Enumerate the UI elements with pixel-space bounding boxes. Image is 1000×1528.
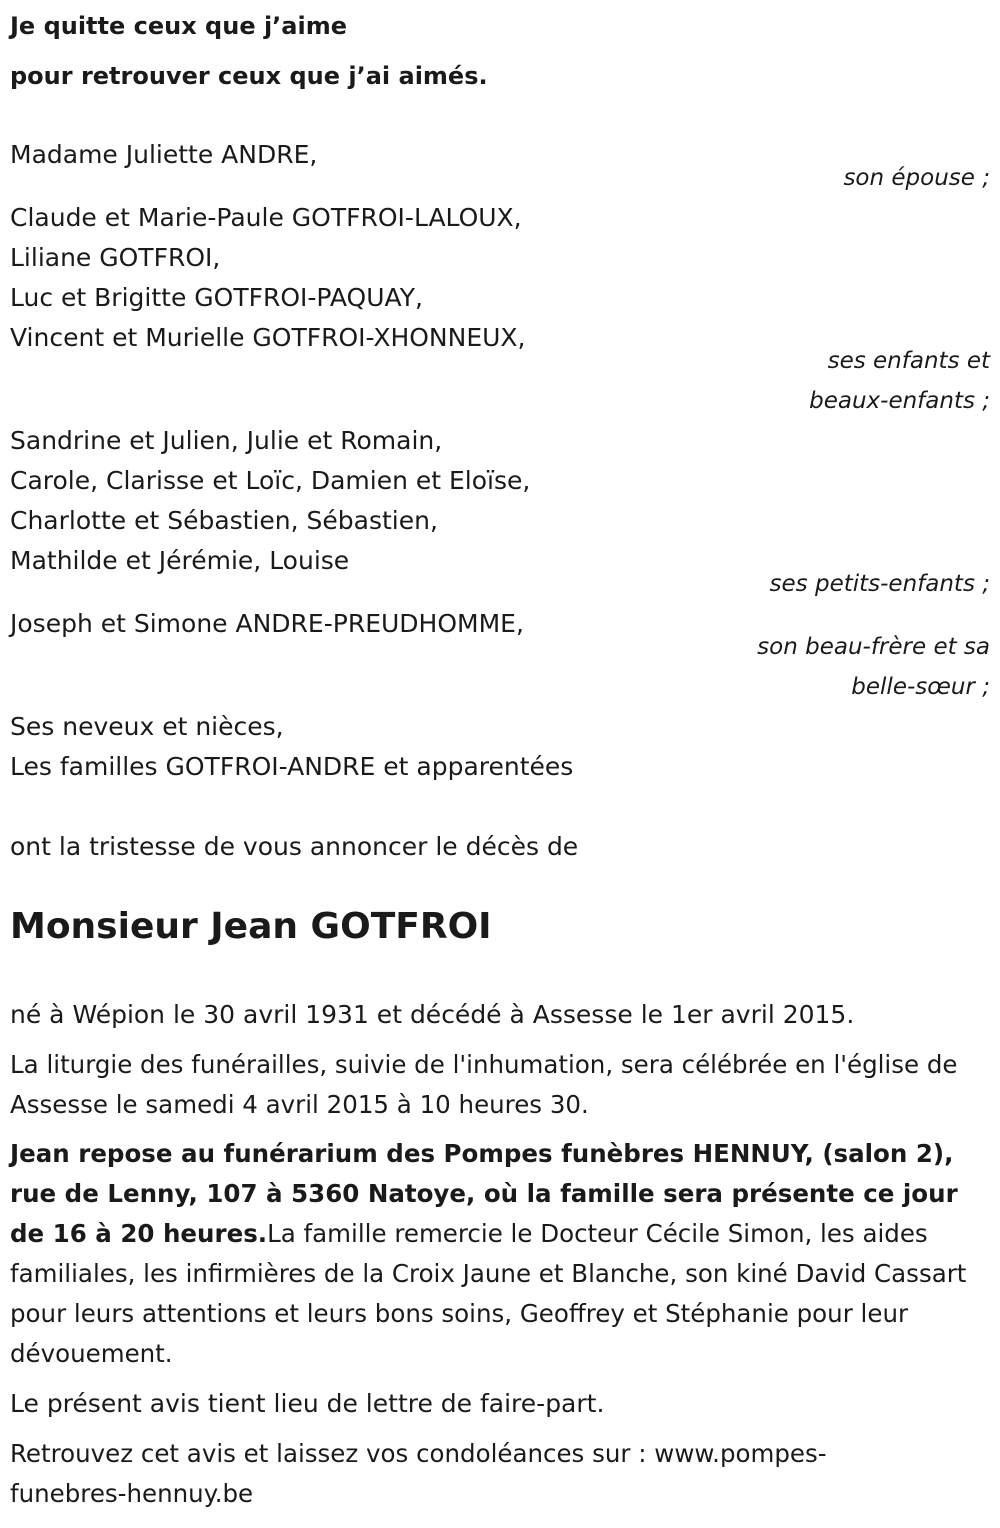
other-relatives-line: Ses neveux et nièces, [10, 712, 284, 741]
spouse-relation: son épouse ; [843, 165, 990, 191]
condolences-text: Retrouvez cet avis et laissez vos condoléances sur : www.pompes-funebres-hennuy.be [10, 1439, 827, 1508]
grandchild-line: Charlotte et Sébastien, Sébastien, [10, 506, 438, 535]
children-relation: ses enfants et [827, 348, 990, 374]
thanks-text: La famille remercie le Docteur Cécile Simon, les aides familiales, les infirmières de la Croix Jaune et Blanche, son kiné David Cassart pour leurs attentions et leurs bons soins, Geoffrey et Stéphanie pour leur dévouement. [10, 1219, 967, 1368]
spouse-name: Madame Juliette ANDRE, [10, 140, 318, 169]
announcement-text: ont la tristesse de vous annoncer le décès de [10, 832, 579, 861]
grandchild-line: Mathilde et Jérémie, Louise [10, 546, 350, 575]
visitation-paragraph [10, 1134, 995, 1374]
children-relation: beaux-enfants ; [809, 388, 990, 414]
motto-line-2: pour retrouver ceux que j’ai aimés. [10, 62, 488, 90]
deceased-name: Monsieur Jean GOTFROI [10, 906, 492, 947]
liturgy-paragraph: La liturgie des funérailles, suivie de l'inhumation, sera célébrée en l'église de Assesse le samedi 4 avril 2015 à 10 heures 30. [10, 1050, 958, 1119]
other-relatives-line: Les familles GOTFROI-ANDRE et apparentées [10, 752, 574, 781]
visitation-details: Jean repose au funérarium des Pompes funèbres HENNUY, (salon 2), rue de Lenny, 107 à 5360 Natoye, où la famille sera présente ce jour de 16 à 20 heures. [10, 1139, 958, 1248]
child-line: Liliane GOTFROI, [10, 243, 221, 272]
child-line: Luc et Brigitte GOTFROI-PAQUAY, [10, 283, 423, 312]
grandchildren-relation: ses petits-enfants ; [769, 571, 990, 597]
motto-line-1: Je quitte ceux que j’aime [10, 12, 348, 40]
grandchild-line: Sandrine et Julien, Julie et Romain, [10, 426, 443, 455]
inlaws-relation: belle-sœur ; [851, 674, 990, 700]
inlaws-name: Joseph et Simone ANDRE-PREUDHOMME, [10, 609, 524, 638]
notice-text: Le présent avis tient lieu de lettre de faire-part. [10, 1389, 605, 1418]
child-line: Claude et Marie-Paule GOTFROI-LALOUX, [10, 203, 522, 232]
birth-death-text: né à Wépion le 30 avril 1931 et décédé à Assesse le 1er avril 2015. [10, 1000, 855, 1029]
inlaws-relation: son beau-frère et sa [757, 634, 990, 660]
grandchild-line: Carole, Clarisse et Loïc, Damien et Eloïse, [10, 466, 531, 495]
child-line: Vincent et Murielle GOTFROI-XHONNEUX, [10, 323, 526, 352]
